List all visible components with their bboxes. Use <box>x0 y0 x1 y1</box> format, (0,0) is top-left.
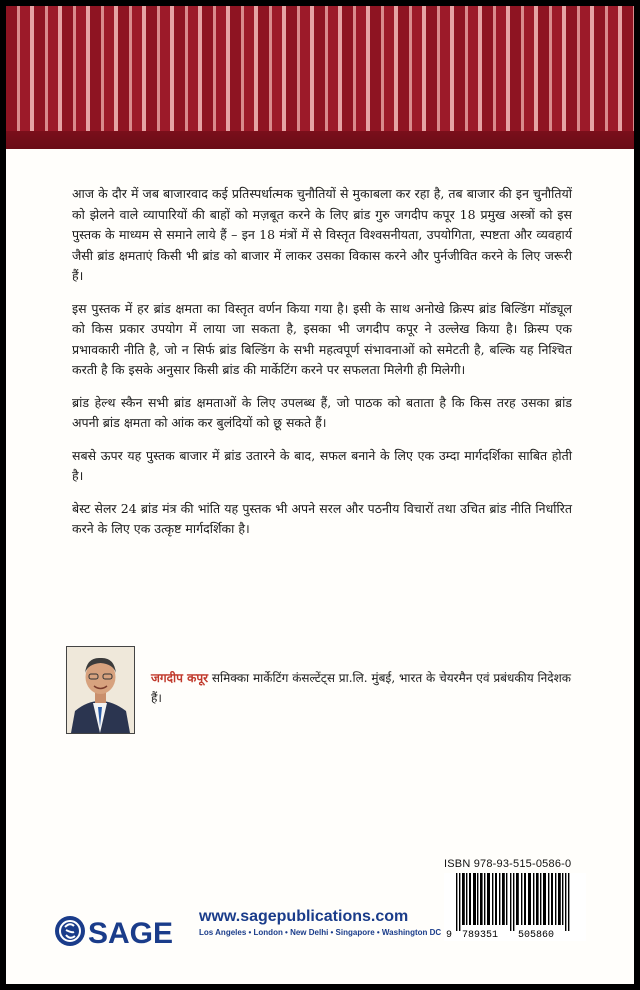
isbn-number: ISBN 978-93-515-0586-0 <box>444 858 572 870</box>
publisher-cities: Los Angeles • London • New Delhi • Singapore • Washington DC <box>199 928 442 937</box>
barcode-group-1: 789351 <box>462 930 499 941</box>
author-bio-text: समिक्का मार्केटिंग कंसल्टेंट्स प्रा.लि. मुंबई, भारत के चेयरमैन एवं प्रबंधकीय निदेशक हैं। <box>151 671 572 705</box>
barcode-group-2: 505860 <box>518 930 555 941</box>
author-photo <box>66 646 135 734</box>
sage-logo-text: SAGE <box>88 917 174 948</box>
blurb-paragraph-3: ब्रांड हेल्थ स्कैन सभी ब्रांड क्षमताओं के लिए उपलब्ध हैं, जो पाठक को बताता है कि किस तरह उसका ब्रांड अपनी ब्रांड क्षमता को आंक कर बुलंदियों को छू सकते हैं। <box>72 394 572 430</box>
blurb-paragraph-5: बेस्ट सेलर 24 ब्रांड मंत्र की भांति यह पुस्तक भी अपने सरल और पठनीय विचारों तथा उचित ब्रांड नीति निर्धारित करने के लिए एक उत्कृष्ट मार्गदर्शिका है। <box>72 500 572 536</box>
publisher-footer <box>54 908 442 954</box>
barcode <box>444 873 586 941</box>
blurb-text <box>72 184 572 552</box>
author-bio <box>151 668 581 708</box>
author-name: जगदीप कपूर <box>151 671 209 685</box>
blurb-paragraph-4: सबसे ऊपर यह पुस्तक बाजार में ब्रांड उतारने के बाद, सफल बनाने के लिए एक उम्दा मार्गदर्शिका साबित होती है। <box>72 447 572 483</box>
top-stripe-band <box>6 6 634 149</box>
barcode-area <box>444 858 604 945</box>
blurb-paragraph-2: इस पुस्तक में हर ब्रांड क्षमता का विस्तृत वर्णन किया गया है। इसी के साथ अनोखे क्रिस्प ब्रांड बिल्डिंग मॉड्यूल को किस प्रकार उपयोग में लाया जा सकता है, इसका भी जगदीप कपूर ने उल्लेख किया है। क्रिस्प एक प्रभावकारी नीति है, जो न सिर्फ ब्रांड बिल्डिंग के सभी महत्वपूर्ण संभावनाओं को समेटती है, बल्कि यह निश्चित करती है कि इसके अनुसार किसी ब्रांड की मार्केटिंग करने पर सफलता मिलेगी ही मिलेगी। <box>72 300 572 377</box>
back-cover <box>6 6 634 984</box>
blurb-paragraph-1: आज के दौर में जब बाजारवाद कई प्रतिस्पर्धात्मक चुनौतियों से मुकाबला कर रहा है, तब बाजार की इन चुनौतियों को झेलने वाले व्यापारियों की बाहों को मज़बूत करने के लिए ब्रांड गुरु जगदीप कपूर 18 प्रमुख अस्त्रों को इस पुस्तक के माध्यम से समाने लाये हैं – इन 18 मंत्रों में से विस्तृत विश्वसनीयता, उपयोगिता, स्पष्टता और व्यवहार्य जैसी ब्रांड क्षमताएं किसी भी ब्रांड को बाजार में लाकर उसका विकास करने और पुर्नजीवित करने के लिए जरूरी हैं। <box>72 186 572 283</box>
sage-logo <box>54 914 189 948</box>
publisher-url[interactable]: www.sagepublications.com <box>199 908 409 925</box>
barcode-first-digit: 9 <box>446 930 453 941</box>
